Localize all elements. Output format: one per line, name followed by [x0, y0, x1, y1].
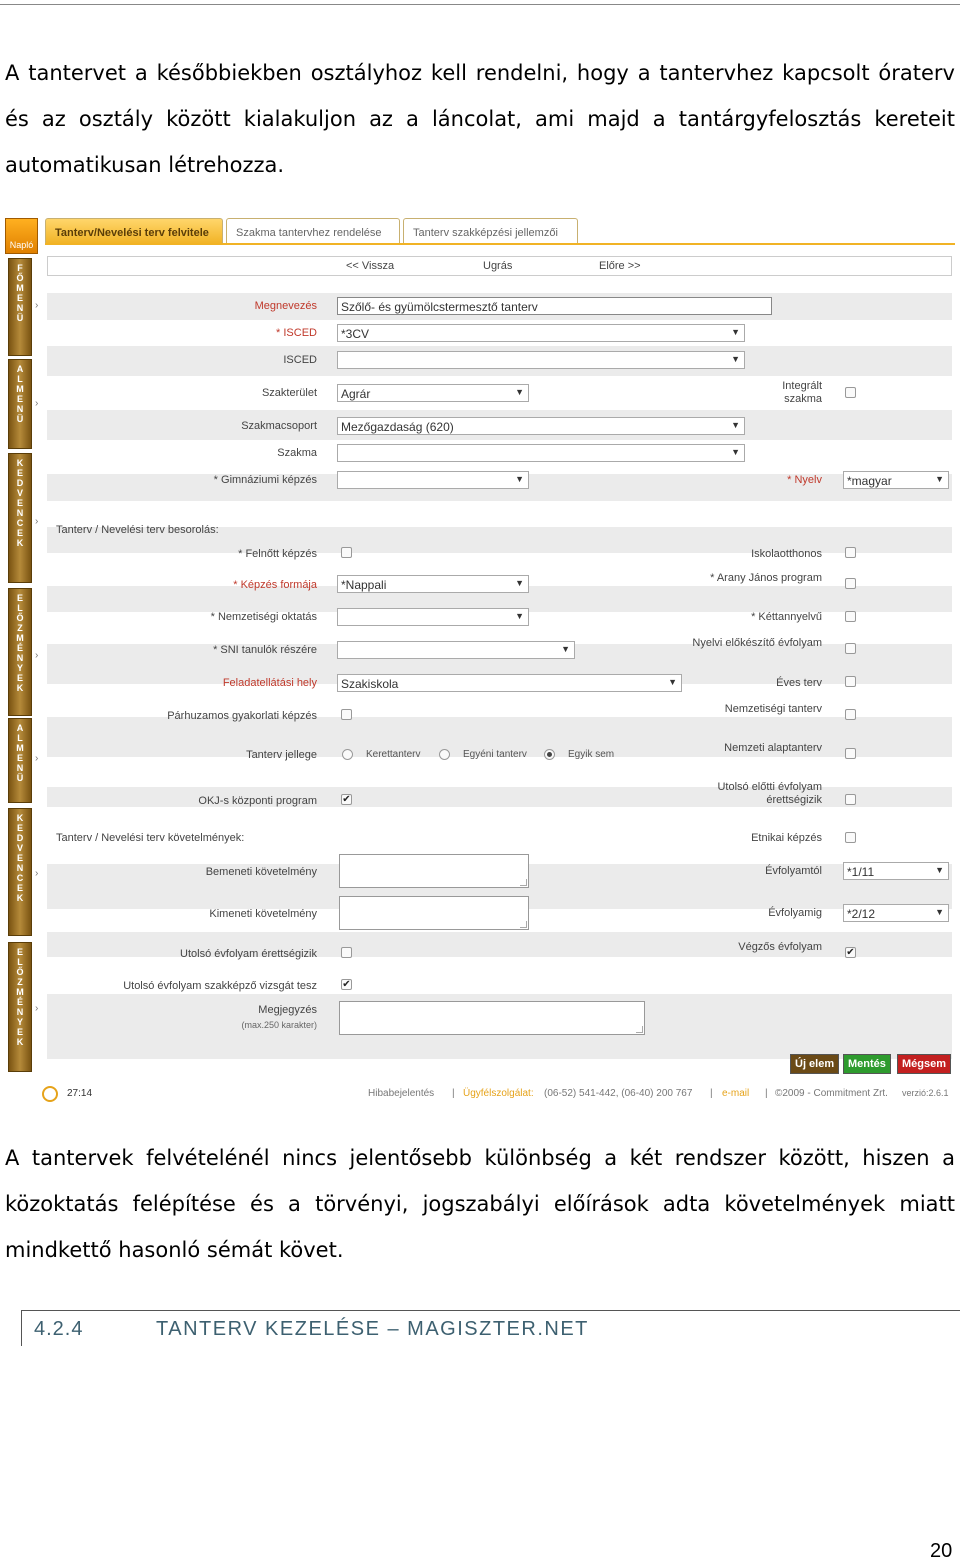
egyeni-tanterv-label: Egyéni tanterv	[463, 749, 527, 760]
separator: |	[710, 1088, 713, 1099]
chevron-right-icon: ›	[35, 753, 39, 764]
section-number: 4.2.4	[34, 1318, 84, 1340]
sni-select[interactable]	[337, 641, 575, 659]
felnott-label: * Felnőtt képzés	[238, 548, 317, 560]
chevron-down-icon: ▼	[731, 447, 740, 457]
sidebar	[8, 258, 39, 1073]
separator: |	[765, 1088, 768, 1099]
version: verzió:2.6.1	[902, 1088, 949, 1098]
service-label: Ügyfélszolgálat:	[463, 1088, 534, 1099]
evfolyamtol-select[interactable]	[843, 862, 949, 880]
iskolaotthonos-label: Iskolaotthonos	[751, 548, 822, 560]
kovetelmenyek-heading: Tanterv / Nevelési terv követelmények:	[56, 832, 245, 844]
evfolyamig-label: Évfolyamig	[768, 907, 822, 919]
after-paragraph: A tantervek felvételénél nincs jelentősebb különbség a két rendszer között, hiszen a közoktatás felépítése és a törvényi, jogszabályi előírások adta követelmények miatt mindkettő hasonló sémát követ.	[5, 1146, 955, 1262]
kepzes-formaja-label: * Képzés formája	[233, 579, 317, 591]
sidebar-fomenu[interactable]: FŐMENÜ	[8, 258, 32, 356]
chevron-down-icon: ▼	[515, 578, 524, 588]
szakterulet-label: Szakterület	[261, 387, 317, 399]
section-heading	[21, 1310, 960, 1346]
felnott-checkbox[interactable]	[341, 547, 352, 558]
etnikai-checkbox[interactable]	[845, 832, 856, 843]
chevron-right-icon: ›	[35, 868, 39, 879]
kepzes-formaja-select[interactable]	[337, 575, 529, 593]
chevron-down-icon: ▼	[515, 611, 524, 621]
chevron-down-icon: ▼	[935, 474, 944, 484]
form-area	[47, 279, 952, 1070]
szakmacsoport-select[interactable]	[337, 417, 745, 435]
intro-paragraph: A tantervet a későbbiekben osztályhoz kell rendelni, hogy a tantervhez kapcsolt óraterv és az osztály között kialakuljon az a láncolat, ami majd a tantárgyfelosztás kereteit automatikusan létrehozza.	[5, 61, 955, 177]
evfolyamig-select[interactable]	[843, 904, 949, 922]
bug-report-link[interactable]: Hibabejelentés	[368, 1088, 435, 1099]
eves-terv-label: Éves terv	[776, 677, 822, 689]
isced-required-select[interactable]	[337, 324, 745, 342]
footer	[42, 1086, 955, 1102]
chevron-right-icon: ›	[35, 1003, 39, 1014]
bemeneti-label: Bemeneti követelmény	[205, 866, 317, 878]
iskolaotthonos-checkbox[interactable]	[845, 547, 856, 558]
separator: |	[452, 1088, 455, 1099]
arany-janos-checkbox[interactable]	[845, 578, 856, 589]
szakterulet-select[interactable]	[337, 384, 529, 402]
sidebar-kedvencek-2[interactable]: KEDVENCEK	[8, 808, 32, 936]
okj-checkbox[interactable]: ✔	[342, 794, 351, 805]
evfolyamig-value: *2/12	[847, 907, 876, 921]
save-button[interactable]: Mentés	[843, 1054, 891, 1074]
eves-terv-checkbox[interactable]	[845, 676, 856, 687]
nyelv-select[interactable]	[843, 471, 949, 489]
tanterv-jellege-label: Tanterv jellege	[246, 749, 317, 761]
cancel-button[interactable]: Mégsem	[897, 1054, 951, 1074]
megnevezes-label: Megnevezés	[254, 300, 317, 312]
chevron-right-icon: ›	[35, 516, 39, 527]
isced-select[interactable]	[337, 351, 745, 369]
chevron-down-icon: ▼	[731, 420, 740, 430]
megjegyzes-label: Megjegyzés	[258, 1004, 317, 1016]
utolso-szakkepzo-label: Utolsó évfolyam szakképző vizsgát tesz	[123, 980, 317, 992]
nemzetisegi-tanterv-checkbox[interactable]	[845, 709, 856, 720]
isced-required-label: * ISCED	[276, 327, 317, 339]
chevron-down-icon: ▼	[935, 907, 944, 917]
etnikai-label: Etnikai képzés	[751, 832, 822, 844]
utolso-szakkepzo-checkbox[interactable]: ✔	[342, 979, 351, 990]
isced-required-value: *3CV	[341, 327, 370, 341]
besorolas-heading: Tanterv / Nevelési terv besorolás:	[56, 524, 219, 536]
chevron-down-icon: ▼	[935, 865, 944, 875]
naplo-logo[interactable]: Napló	[5, 218, 38, 254]
nemzetisegi-oktatas-label: * Nemzetiségi oktatás	[210, 611, 317, 623]
szakma-label: Szakma	[277, 447, 317, 459]
tab-szakma-rendelese[interactable]: Szakma tantervhez rendelése	[226, 218, 400, 244]
top-rule	[0, 4, 960, 5]
email-link[interactable]: e-mail	[722, 1088, 750, 1099]
radio-egyik-sem[interactable]	[544, 749, 555, 760]
utolso-elotti-label: Utolsó előtti évfolyam érettségizik	[717, 781, 822, 806]
megnevezes-input[interactable]: Szőlő- és gyümölcstermesztő tanterv	[337, 297, 772, 315]
chevron-down-icon: ▼	[668, 677, 677, 687]
nemzetisegi-oktatas-select[interactable]	[337, 608, 529, 626]
radio-kerettanterv[interactable]	[342, 749, 353, 760]
nyelvi-elokeszito-label: Nyelvi előkészítő évfolyam	[692, 637, 822, 649]
evfolyamtol-label: Évfolyamtól	[765, 865, 822, 877]
megjegyzes-hint: (max.250 karakter)	[241, 1020, 317, 1030]
feladatellatasi-label: Feladatellátási hely	[222, 677, 317, 689]
bemeneti-textarea[interactable]	[339, 854, 529, 888]
nav-bar	[47, 256, 952, 276]
nemzetisegi-tanterv-label: Nemzetiségi tanterv	[724, 703, 822, 715]
jump-link[interactable]: Ugrás	[483, 260, 513, 272]
nyelv-label: * Nyelv	[787, 474, 822, 486]
chevron-right-icon: ›	[35, 300, 39, 311]
szakma-select[interactable]	[337, 444, 745, 462]
nemzeti-alaptanterv-label: Nemzeti alaptanterv	[724, 742, 822, 754]
integralt-checkbox[interactable]	[845, 387, 856, 398]
vegzos-label: Végzős évfolyam	[738, 941, 822, 953]
sidebar-elozmenyek-2[interactable]: ELŐZMÉNYEK	[8, 942, 32, 1072]
radio-egyeni-tanterv[interactable]	[439, 749, 450, 760]
chevron-down-icon: ▼	[731, 327, 740, 337]
nemzeti-alaptanterv-checkbox[interactable]	[845, 748, 856, 759]
chevron-down-icon: ▼	[515, 387, 524, 397]
arany-janos-label: * Arany János program	[710, 572, 822, 584]
chevron-down-icon: ▼	[731, 354, 740, 364]
new-item-button[interactable]: Új elem	[790, 1054, 839, 1074]
nyelv-value: *magyar	[847, 474, 892, 488]
tab-szakkepzesi-jellemzoi[interactable]: Tanterv szakképzési jellemzői	[403, 218, 578, 244]
chevron-down-icon: ▼	[561, 644, 570, 654]
parhuzamos-label: Párhuzamos gyakorlati képzés	[167, 710, 317, 722]
kepzes-formaja-value: *Nappali	[341, 578, 387, 592]
tab-tanterv-felvitele[interactable]: Tanterv/Nevelési terv felvitele	[45, 218, 223, 244]
feladatellatasi-select[interactable]	[337, 674, 682, 692]
sidebar-elozmenyek[interactable]: ELŐZMÉNYEK	[8, 588, 32, 716]
kerettanterv-label: Kerettanterv	[366, 749, 421, 760]
app-screenshot	[5, 216, 955, 1106]
szakterulet-value: Agrár	[341, 387, 371, 401]
sidebar-almenu-2[interactable]: ALMENÜ	[8, 718, 32, 803]
service-numbers: (06-52) 541-442, (06-40) 200 767	[544, 1088, 693, 1099]
kimeneti-label: Kimeneti követelmény	[209, 908, 317, 920]
evfolyamtol-value: *1/11	[847, 865, 875, 879]
tab-underline	[45, 243, 955, 245]
utolso-erettsegizik-label: Utolsó évfolyam érettségizik	[180, 948, 317, 960]
integralt-label: Integrált szakma	[782, 380, 822, 405]
parhuzamos-checkbox[interactable]	[341, 709, 352, 720]
clock-icon	[42, 1086, 58, 1102]
sidebar-almenu[interactable]: ALMENÜ	[8, 359, 32, 449]
section-title: TANTERV KEZELÉSE – MAGISZTER.NET	[156, 1318, 589, 1340]
vegzos-checkbox[interactable]: ✔	[846, 947, 855, 958]
forward-link[interactable]: Előre >>	[599, 260, 641, 272]
okj-label: OKJ-s központi program	[198, 795, 317, 807]
szakmacsoport-value: Mezőgazdaság (620)	[341, 420, 454, 434]
feladatellatasi-value: Szakiskola	[341, 677, 399, 691]
kimeneti-textarea[interactable]	[339, 896, 529, 930]
kettannyelvu-checkbox[interactable]	[845, 611, 856, 622]
session-timer: 27:14	[67, 1088, 93, 1099]
isced-label: ISCED	[283, 354, 317, 366]
sni-label: * SNI tanulók részére	[213, 644, 317, 656]
egyik-sem-label: Egyik sem	[568, 749, 615, 760]
back-link[interactable]: << Vissza	[346, 260, 395, 272]
utolso-erettsegizik-checkbox[interactable]	[341, 947, 352, 958]
page-number: 20	[930, 1540, 953, 1562]
sidebar-kedvencek[interactable]: KEDVENCEK	[8, 453, 32, 583]
utolso-elotti-checkbox[interactable]	[845, 794, 856, 805]
szakmacsoport-label: Szakmacsoport	[241, 420, 317, 432]
copyright: ©2009 - Commitment Zrt.	[775, 1088, 888, 1099]
gimnaziumi-select[interactable]	[337, 471, 529, 489]
chevron-right-icon: ›	[35, 398, 39, 409]
chevron-down-icon: ▼	[515, 474, 524, 484]
kettannyelvu-label: * Kéttannyelvű	[751, 611, 822, 623]
megjegyzes-textarea[interactable]	[339, 1001, 645, 1035]
chevron-right-icon: ›	[35, 650, 39, 661]
nyelvi-elokeszito-checkbox[interactable]	[845, 643, 856, 654]
gimnaziumi-label: * Gimnáziumi képzés	[213, 474, 317, 486]
